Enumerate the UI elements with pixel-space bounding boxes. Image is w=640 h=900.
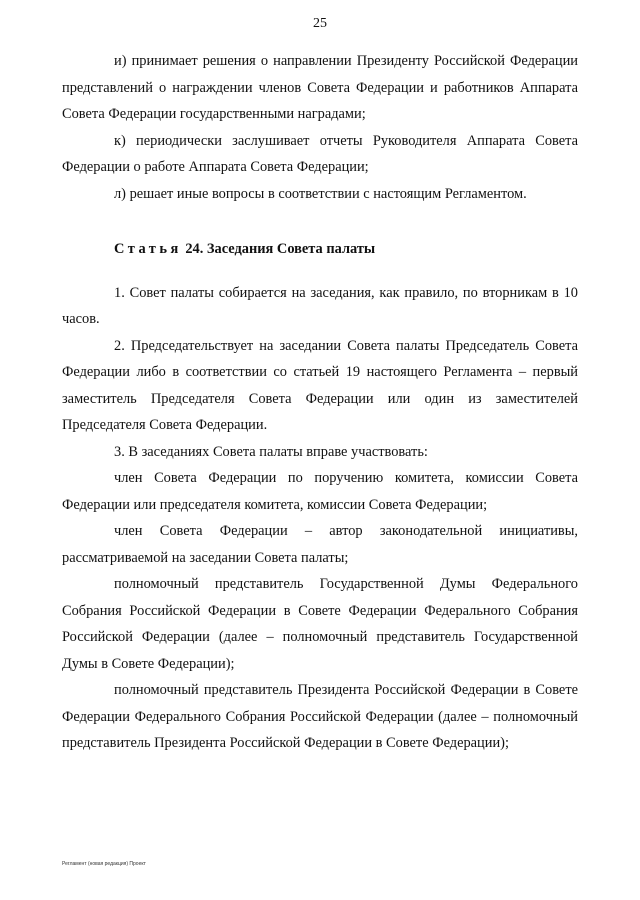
page-number: 25 xyxy=(313,16,327,31)
participant-item: полномочный представитель Государственной Думы Федерального Собрания Российской Федерации в Совете Федерации Федерального Собрания Российской Федерации (далее – полномочный представитель Государственной Думы в Совете Федерации); xyxy=(62,576,578,672)
participant-item: член Совета Федерации – автор законодательной инициативы, рассматриваемой на заседании Совета палаты; xyxy=(62,523,578,566)
article-label: Статья xyxy=(114,241,182,257)
document-body xyxy=(62,48,578,757)
article-title: 24. Заседания Совета палаты xyxy=(185,241,376,257)
list-item-l: л) решает иные вопросы в соответствии с настоящим Регламентом. xyxy=(114,185,527,202)
participant-item: член Совета Федерации по поручению комитета, комиссии Совета Федерации или председателя комитета, комиссии Совета Федерации; xyxy=(62,470,578,513)
participant-item: полномочный представитель Президента Российской Федерации в Совете Федерации Федерального Собрания Российской Федерации (далее – полномочный представитель Президента Российской Федерации в Совете Федерации); xyxy=(62,682,578,751)
paragraph-1: 1. Совет палаты собирается на заседания, как правило, по вторникам в 10 часов. xyxy=(62,284,578,327)
paragraph-3: 3. В заседаниях Совета палаты вправе участвовать: xyxy=(114,443,428,460)
paragraph-2: 2. Председательствует на заседании Совета палаты Председатель Совета Федерации либо в соответствии со статьей 19 настоящего Регламента – первый заместитель Председателя Совета Федерации или один из заместителей Председателя Совета Федерации. xyxy=(62,337,578,433)
article-heading xyxy=(62,236,578,263)
footer-note: Регламент (новая редакция) Проект xyxy=(62,861,146,867)
list-item-k: к) периодически заслушивает отчеты Руководителя Аппарата Совета Федерации о работе Аппарата Совета Федерации; xyxy=(62,132,578,175)
list-item-i: и) принимает решения о направлении Президенту Российской Федерации представлений о награждении членов Совета Федерации и работников Аппарата Совета Федерации государственными наградами; xyxy=(62,53,578,122)
